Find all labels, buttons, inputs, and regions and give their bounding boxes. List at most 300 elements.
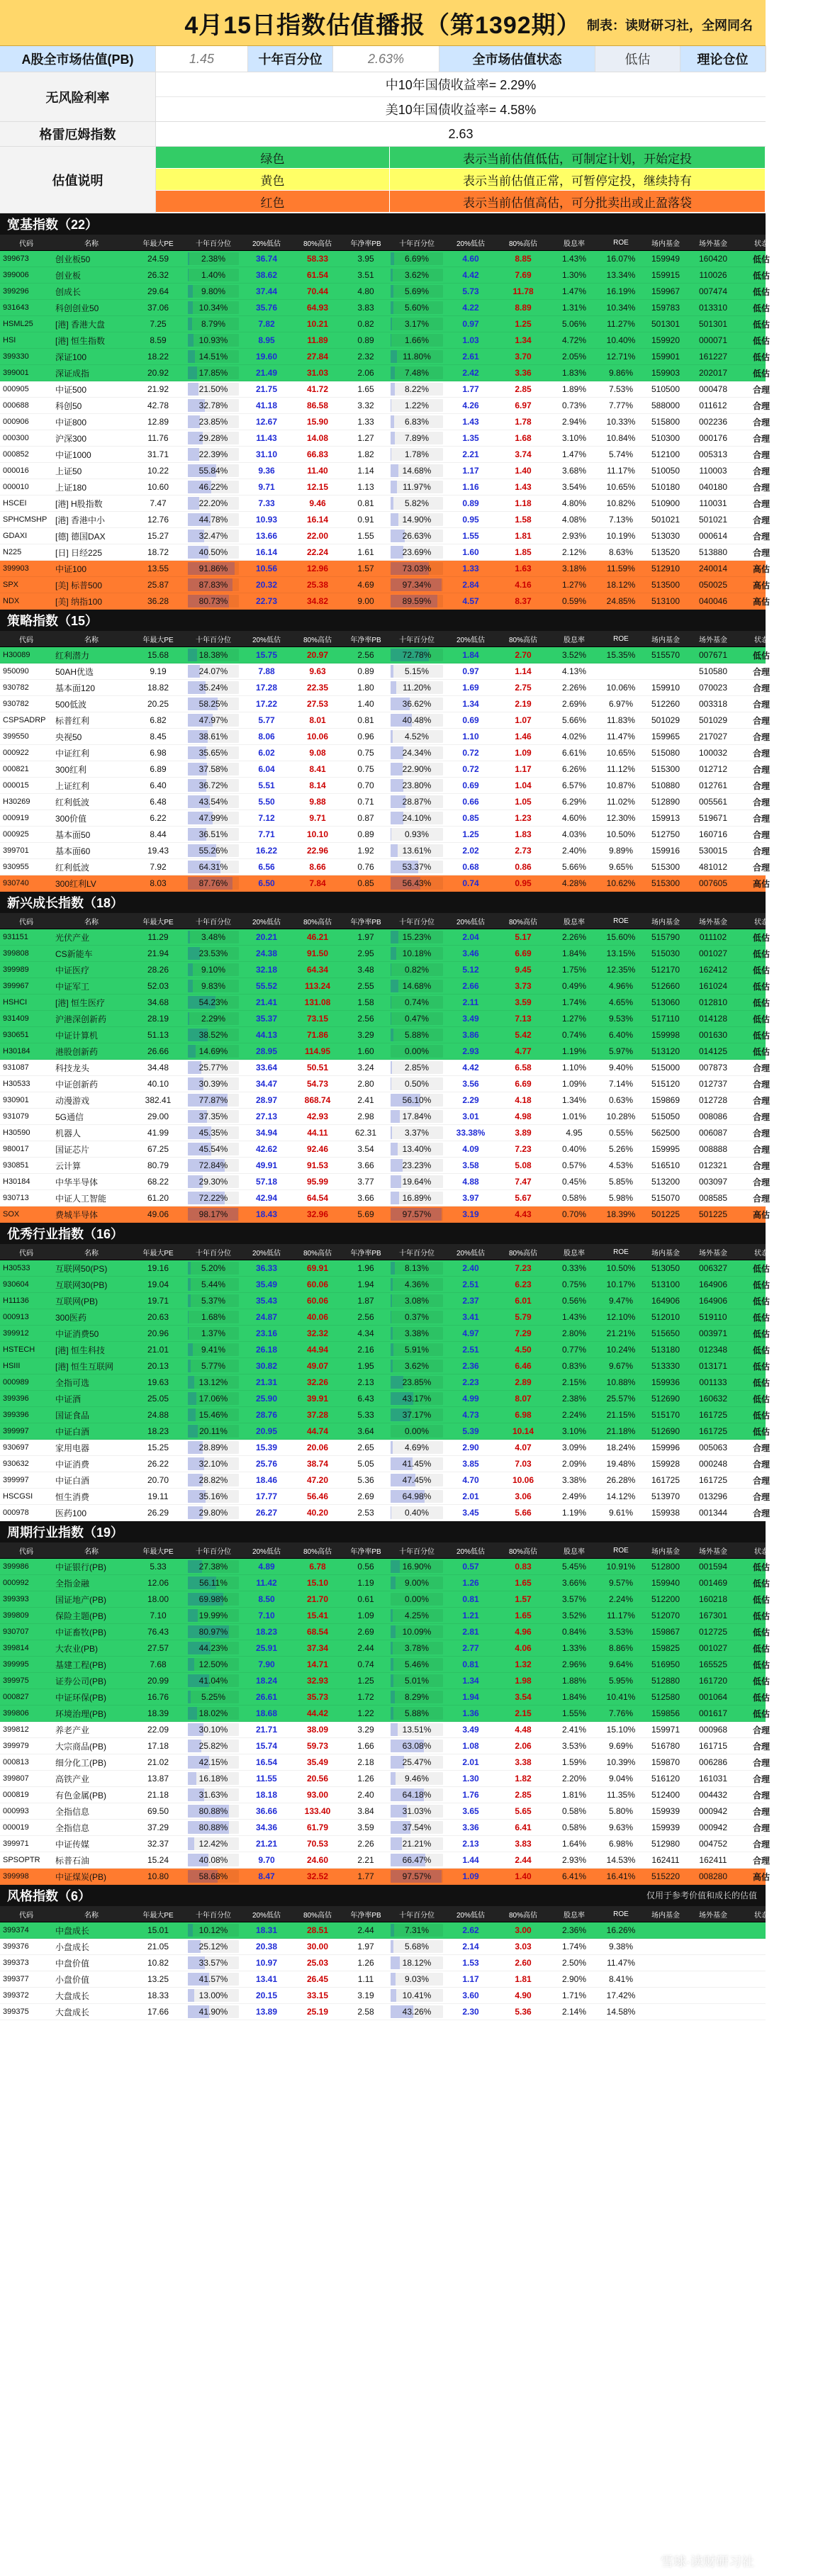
roe-value: 14.58% (606, 2007, 636, 2017)
onsite-fund-code: 512910 (651, 564, 680, 573)
pe-percentile-bar (188, 1175, 239, 1188)
pe-percentile-bar (188, 1674, 239, 1687)
pe-percentile-bar (188, 1593, 239, 1606)
pb-high-80: 4.48 (515, 1725, 532, 1735)
pb-high-80: 3.00 (515, 1925, 532, 1935)
table-row[interactable] (0, 1326, 770, 1342)
pe-percentile-bar (188, 562, 239, 575)
pe-percentile-text: 5.25% (201, 1692, 226, 1702)
dividend-yield: 6.57% (561, 780, 587, 790)
valuation-status: 合理 (752, 1806, 770, 1817)
table-row[interactable] (0, 463, 770, 479)
table-row[interactable] (0, 1043, 770, 1060)
onsite-fund-code: 513060 (651, 997, 680, 1007)
index-code: 000906 (3, 418, 29, 426)
table-row[interactable] (0, 663, 770, 680)
pe-high-80: 15.10 (306, 1578, 329, 1588)
col-pe-percentile: 十年百分位 (196, 1911, 231, 1920)
pe-percentile-text: 36.51% (198, 829, 228, 839)
pe-low-20: 13.41 (255, 1974, 278, 1984)
table-row[interactable] (0, 1591, 770, 1608)
pe-percentile-text: 5.44% (201, 1279, 226, 1289)
table-row[interactable] (0, 447, 770, 463)
pb-low-20: 4.42 (462, 1063, 479, 1073)
col-onsite-fund: 场内基金 (651, 918, 680, 926)
table-row[interactable] (0, 1803, 770, 1820)
pb-percentile-text: 3.17% (404, 319, 430, 329)
pb-percentile-text: 23.80% (402, 780, 432, 790)
dividend-yield: 4.95 (566, 1128, 583, 1138)
pb-high-80: 2.15 (515, 1708, 532, 1718)
index-name: 上证红利 (55, 780, 90, 791)
us-10y-rate: 美10年国债收益率= 4.58% (385, 103, 537, 117)
pb-low-20: 2.23 (462, 1377, 479, 1387)
pe-percentile-text: 22.39% (198, 449, 228, 459)
table-row[interactable] (0, 1125, 770, 1141)
dividend-yield: 3.52% (561, 650, 587, 660)
pb-value: 2.56 (357, 1014, 374, 1024)
dividend-yield: 0.58% (561, 1193, 587, 1203)
pb-value: 4.34 (357, 1328, 374, 1338)
pb-low-20: 2.37 (462, 1296, 479, 1306)
table-row[interactable] (0, 1836, 770, 1852)
table-row[interactable] (0, 1407, 770, 1423)
pe-high-80: 58.33 (306, 254, 329, 264)
pb-percentile-text: 0.00% (404, 1426, 430, 1436)
index-code: 000978 (3, 1508, 29, 1517)
table-row[interactable] (0, 1738, 770, 1754)
pe-low-20: 20.32 (255, 580, 278, 590)
table-row[interactable] (0, 1190, 770, 1206)
offsite-fund-code: 012728 (698, 1095, 728, 1105)
pe-percentile-text: 47.99% (198, 813, 228, 823)
pb-percentile-bar (391, 1805, 443, 1818)
table-row[interactable] (0, 1624, 770, 1640)
pe-high-80: 9.08 (309, 748, 326, 758)
pb-percentile-bar (391, 1311, 443, 1323)
pe-low-20: 21.71 (255, 1725, 278, 1735)
pe-percentile-text: 87.76% (198, 878, 228, 888)
table-row[interactable] (0, 1489, 770, 1505)
index-code: 399903 (3, 564, 29, 573)
pe-value: 34.48 (147, 1063, 169, 1073)
table-row[interactable] (0, 479, 770, 495)
section-1 (0, 213, 808, 610)
pb-high-80: 4.96 (515, 1627, 532, 1637)
valuation-status: 合理 (752, 1177, 770, 1187)
pe-percentile-text: 80.73% (198, 596, 228, 606)
dividend-yield: 3.66% (561, 1578, 587, 1588)
col-pb-low-20: 20%低估 (456, 240, 485, 248)
market-state-value: 低估 (595, 46, 680, 72)
table-row[interactable] (0, 1260, 770, 1277)
table-row[interactable] (0, 794, 770, 810)
table-row[interactable] (0, 1472, 770, 1489)
table-row[interactable] (0, 1820, 770, 1836)
pe-low-20: 35.37 (255, 1014, 278, 1024)
index-code: 399806 (3, 1709, 29, 1718)
table-row[interactable] (0, 1277, 770, 1293)
pe-value: 16.76 (147, 1692, 169, 1702)
table-row[interactable] (0, 1869, 770, 1885)
pe-high-80: 114.95 (304, 1046, 331, 1056)
table-row[interactable] (0, 251, 770, 267)
table-row[interactable] (0, 284, 770, 300)
table-row[interactable] (0, 1358, 770, 1374)
dividend-yield: 2.38% (561, 1394, 587, 1404)
pe-percentile-text: 19.99% (198, 1611, 228, 1620)
table-row[interactable] (0, 1559, 770, 1575)
dividend-yield: 2.93% (561, 1855, 587, 1865)
pe-high-80: 35.49 (306, 1757, 329, 1767)
table-row[interactable] (0, 1141, 770, 1158)
index-name: 中证酒 (55, 1394, 82, 1404)
table-row[interactable] (0, 316, 770, 332)
pe-percentile-bar (188, 1441, 239, 1454)
header (0, 0, 766, 46)
pe-value: 28.19 (147, 1014, 169, 1024)
col-pe-percentile: 十年百分位 (196, 240, 231, 248)
table-row[interactable] (0, 843, 770, 859)
roe-value: 4.53% (608, 1160, 634, 1170)
table-row[interactable] (0, 1722, 770, 1738)
onsite-fund-code: 510050 (651, 466, 680, 476)
market-state-label: 全市场估值状态 (439, 46, 595, 72)
market-pb-label: A股全市场估值(PB) (0, 46, 156, 72)
pe-percentile-text: 38.52% (198, 1030, 228, 1040)
valuation-status: 低估 (752, 932, 770, 943)
col-roe: ROE (613, 634, 629, 643)
col-name: 名称 (84, 1249, 99, 1258)
table-row[interactable] (0, 365, 770, 381)
table-row[interactable] (0, 1771, 770, 1787)
table-row[interactable] (0, 544, 770, 561)
index-name: 中证医疗 (55, 965, 90, 975)
pe-value: 6.22 (150, 813, 167, 823)
index-code: 399997 (3, 1427, 29, 1435)
roe-value: 10.33% (606, 417, 636, 427)
table-row[interactable] (0, 1076, 770, 1092)
col-dividend: 股息率 (564, 918, 585, 926)
table-row[interactable] (0, 1309, 770, 1326)
pe-value: 8.45 (150, 732, 167, 741)
offsite-fund-code: 006327 (698, 1263, 728, 1273)
pe-high-80: 44.42 (306, 1708, 329, 1718)
pb-high-80: 10.14 (512, 1426, 534, 1436)
pe-value: 34.68 (147, 997, 169, 1007)
graham-index-block (0, 122, 766, 147)
pb-percentile-bar (391, 1474, 443, 1486)
table-row[interactable] (0, 745, 770, 761)
pb-percentile-bar (391, 1707, 443, 1720)
offsite-fund-code: 100032 (698, 748, 728, 758)
table-row[interactable] (0, 398, 770, 414)
roe-value: 25.57% (606, 1394, 636, 1404)
table-row[interactable] (0, 1706, 770, 1722)
pe-percentile-text: 1.68% (201, 1312, 226, 1322)
pb-value: 3.29 (357, 1030, 374, 1040)
pb-high-80: 1.65 (515, 1578, 532, 1588)
table-row[interactable] (0, 680, 770, 696)
table-row[interactable] (0, 1689, 770, 1706)
table-row[interactable] (0, 1206, 770, 1223)
col-status: 状态 (754, 1249, 768, 1258)
table-row[interactable] (0, 810, 770, 827)
roe-value: 9.89% (608, 846, 634, 856)
pe-high-80: 95.99 (306, 1177, 329, 1187)
table-row[interactable] (0, 778, 770, 794)
table-row[interactable] (0, 696, 770, 712)
table-row[interactable] (0, 1158, 770, 1174)
pe-low-20: 18.43 (255, 1209, 278, 1219)
pb-high-80: 5.17 (515, 932, 532, 942)
table-row[interactable] (0, 1575, 770, 1591)
pe-high-80: 70.44 (306, 286, 329, 296)
table-row[interactable] (0, 1852, 770, 1869)
pe-high-80: 37.34 (306, 1643, 329, 1653)
pb-low-20: 4.42 (462, 270, 479, 280)
table-row[interactable] (0, 430, 770, 447)
table-row[interactable] (0, 1374, 770, 1391)
pe-value: 37.06 (147, 303, 169, 313)
pe-high-80: 9.88 (309, 797, 326, 807)
pb-low-20: 3.85 (462, 1459, 479, 1469)
pe-percentile-bar (188, 1061, 239, 1074)
onsite-fund-code: 510300 (651, 433, 680, 443)
onsite-fund-code: 512890 (651, 797, 680, 807)
table-row[interactable] (0, 1657, 770, 1673)
pe-percentile-bar (188, 1311, 239, 1323)
table-row[interactable] (0, 1060, 770, 1076)
table-row[interactable] (0, 827, 770, 843)
pe-high-80: 86.58 (306, 401, 329, 410)
index-name: 机器人 (55, 1128, 82, 1138)
onsite-fund-code: 513100 (651, 1279, 680, 1289)
onsite-fund-code: 515650 (651, 1328, 680, 1338)
pb-value: 6.43 (357, 1394, 374, 1404)
table-row[interactable] (0, 495, 770, 512)
table-row[interactable] (0, 381, 770, 398)
offsite-fund-code: 014128 (698, 1014, 728, 1024)
offsite-fund-code: 006286 (698, 1757, 728, 1767)
table-row[interactable] (0, 1754, 770, 1771)
table-row[interactable] (0, 1423, 770, 1440)
index-name: 中证500 (55, 384, 87, 395)
offsite-fund-code: 005313 (698, 449, 728, 459)
pb-percentile-text: 41.45% (402, 1459, 432, 1469)
table-row[interactable] (0, 962, 770, 978)
offsite-fund-code: 164906 (698, 1279, 728, 1289)
onsite-fund-code: 515080 (651, 748, 680, 758)
table-row[interactable] (0, 577, 770, 593)
pe-low-20: 6.02 (258, 748, 275, 758)
table-row[interactable] (0, 1011, 770, 1027)
table-row[interactable] (0, 761, 770, 778)
offsite-fund-code: 165525 (698, 1659, 728, 1669)
pe-percentile-text: 55.84% (198, 466, 228, 476)
index-code: SPX (3, 581, 19, 589)
offsite-fund-code: 012737 (698, 1079, 728, 1089)
pb-percentile-text: 14.90% (402, 515, 432, 525)
table-row[interactable] (0, 1608, 770, 1624)
pb-value: 0.81 (357, 715, 374, 725)
roe-value: 7.14% (608, 1079, 634, 1089)
valuation-status: 低估 (752, 1328, 770, 1339)
pe-value: 7.68 (150, 1659, 167, 1669)
pb-percentile-bar (391, 1577, 443, 1589)
table-row[interactable] (0, 1988, 766, 2004)
pe-low-20: 5.77 (258, 715, 275, 725)
pe-value: 19.16 (147, 1263, 169, 1273)
pb-low-20: 4.97 (462, 1328, 479, 1338)
table-row[interactable] (0, 528, 770, 544)
pe-value: 69.50 (147, 1806, 169, 1816)
pb-percentile-bar (391, 595, 443, 607)
table-row[interactable] (0, 512, 770, 528)
table-row[interactable] (0, 267, 770, 284)
table-row[interactable] (0, 1109, 770, 1125)
pe-high-80: 14.71 (306, 1659, 329, 1669)
onsite-fund-code: 501225 (651, 1209, 680, 1219)
pb-percentile-bar (391, 730, 443, 743)
risk-free-rate-block (0, 72, 766, 122)
offsite-fund-code: 161725 (698, 1426, 728, 1436)
index-code: 930782 (3, 700, 29, 708)
index-code: 399701 (3, 846, 29, 855)
index-code: 399550 (3, 732, 29, 741)
col-pb-high-80: 80%高估 (508, 636, 537, 644)
table-row[interactable] (0, 349, 770, 365)
pe-high-80: 131.08 (304, 997, 331, 1007)
pe-percentile-bar (188, 578, 239, 591)
pb-low-20: 1.84 (462, 650, 479, 660)
pe-low-20: 25.76 (255, 1459, 278, 1469)
index-code: H30089 (3, 651, 30, 659)
dividend-yield: 2.40% (561, 846, 587, 856)
roe-value: 4.96% (608, 981, 634, 991)
table-row[interactable] (0, 647, 770, 663)
table-row[interactable] (0, 1922, 766, 1939)
table-row[interactable] (0, 1505, 770, 1521)
table-row[interactable] (0, 1971, 766, 1988)
pb-percentile-text: 0.50% (404, 1079, 430, 1089)
pe-low-20: 57.18 (255, 1177, 278, 1187)
table-row[interactable] (0, 1787, 770, 1803)
table-row[interactable] (0, 1027, 770, 1043)
col-roe: ROE (613, 238, 629, 247)
table-row[interactable] (0, 946, 770, 962)
pb-value: 2.58 (357, 2007, 374, 2017)
dividend-yield: 3.54% (561, 482, 587, 492)
col-pb-percentile: 十年百分位 (399, 918, 435, 926)
pb-percentile-text: 0.74% (404, 997, 430, 1007)
table-row[interactable] (0, 1673, 770, 1689)
pb-percentile-text: 15.23% (402, 932, 432, 942)
table-row[interactable] (0, 859, 770, 875)
index-name: 300红利LV (55, 878, 96, 889)
pb-high-80: 1.40 (515, 466, 532, 476)
pe-high-80: 15.41 (306, 1611, 329, 1620)
pb-value: 1.96 (357, 1263, 374, 1273)
pb-high-80: 4.07 (515, 1443, 532, 1452)
pb-low-20: 1.55 (462, 531, 479, 541)
offsite-fund-code: 530015 (698, 846, 728, 856)
index-name: 中证创新药 (55, 1079, 99, 1090)
pe-value: 51.13 (147, 1030, 169, 1040)
col-status: 状态 (754, 240, 768, 248)
pe-value: 13.87 (147, 1774, 169, 1783)
table-row[interactable] (0, 1939, 766, 1955)
offsite-fund-code: 003318 (698, 699, 728, 709)
pb-percentile-bar (391, 383, 443, 396)
table-row[interactable] (0, 978, 770, 995)
pb-percentile-bar (391, 1593, 443, 1606)
table-row[interactable] (0, 1456, 770, 1472)
pe-low-20: 21.75 (255, 384, 278, 394)
table-row[interactable] (0, 1440, 770, 1456)
table-row[interactable] (0, 1092, 770, 1109)
index-name: [港] H股指数 (55, 498, 103, 509)
table-row[interactable] (0, 1391, 770, 1407)
offsite-fund-code: 012712 (698, 764, 728, 774)
pe-percentile-bar (188, 1956, 239, 1969)
table-row[interactable] (0, 1293, 770, 1309)
dividend-yield: 0.77% (561, 1345, 587, 1355)
table-row[interactable] (0, 1342, 770, 1358)
table-row[interactable] (0, 875, 770, 892)
index-name: 港股创新药 (55, 1046, 99, 1057)
roe-value: 21.18% (606, 1426, 636, 1436)
pb-value: 1.19 (357, 1578, 374, 1588)
table-row[interactable] (0, 2004, 766, 2020)
table-row[interactable] (0, 995, 770, 1011)
table-row[interactable] (0, 712, 770, 729)
section-title: 风格指数（6） 仅用于参考价值和成长的估值 (0, 1885, 766, 1906)
col-pe-high-80: 80%高估 (303, 1249, 332, 1258)
col-pb-high-80: 80%高估 (508, 1911, 537, 1920)
index-name: [港] 恒生科技 (55, 1345, 106, 1355)
dividend-yield: 0.83% (561, 1361, 587, 1371)
table-row[interactable] (0, 593, 770, 610)
table-row[interactable] (0, 332, 770, 349)
table-row[interactable] (0, 1955, 766, 1971)
pe-low-20: 34.47 (255, 1079, 278, 1089)
valuation-status: 低估 (752, 335, 770, 346)
pb-value: 0.89 (357, 829, 374, 839)
table-row[interactable] (0, 929, 770, 946)
pe-high-80: 46.21 (306, 932, 329, 942)
pb-high-80: 4.90 (515, 1990, 532, 2000)
pe-percentile-text: 28.89% (198, 1443, 228, 1452)
pb-value: 3.66 (357, 1160, 374, 1170)
pe-high-80: 69.91 (306, 1263, 329, 1273)
table-row[interactable] (0, 300, 770, 316)
pb-value: 3.54 (357, 1144, 374, 1154)
col-pe-low-20: 20%低估 (252, 1249, 281, 1258)
graham-index-lines (156, 122, 766, 146)
dividend-yield: 1.43% (561, 254, 587, 264)
roe-value: 16.07% (606, 254, 636, 264)
table-row[interactable] (0, 561, 770, 577)
valuation-status: 低估 (752, 319, 770, 330)
table-row[interactable] (0, 414, 770, 430)
col-action: 操作 (794, 1911, 808, 1920)
valuation-status: 高估 (752, 564, 770, 574)
table-row[interactable] (0, 729, 770, 745)
table-row[interactable] (0, 1640, 770, 1657)
pe-percentile-bar (188, 415, 239, 428)
table-row[interactable] (0, 1174, 770, 1190)
